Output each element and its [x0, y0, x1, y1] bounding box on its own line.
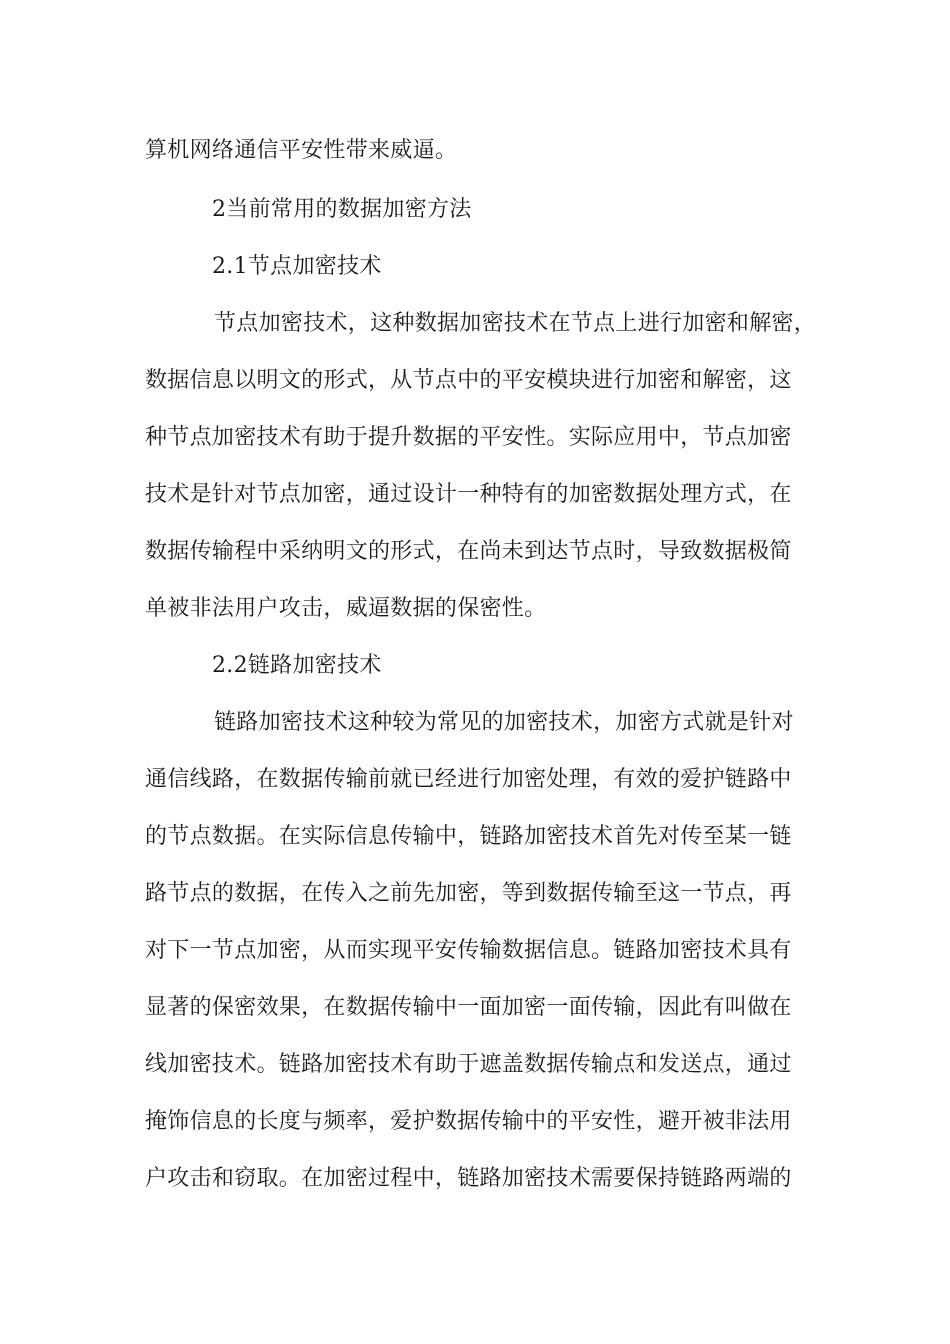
paragraph-line: 链路加密技术这种较为常见的加密技术，加密方式就是针对 — [214, 710, 794, 735]
section-heading-2: 2当前常用的数据加密方法 — [212, 197, 472, 222]
paragraph-line: 数据信息以明文的形式，从节点中的平安模块进行加密和解密，这 — [145, 368, 792, 393]
paragraph-line: 数据传输程中采纳明文的形式，在尚未到达节点时，导致数据极简 — [145, 539, 792, 564]
paragraph-line: 通信线路，在数据传输前就已经进行加密处理，有效的爱护链路中 — [145, 767, 792, 792]
paragraph-line: 户攻击和窃取。在加密过程中，链路加密技术需要保持链路两端的 — [145, 1166, 792, 1191]
paragraph-line: 显著的保密效果，在数据传输中一面加密一面传输，因此有叫做在 — [145, 995, 792, 1020]
paragraph-line: 线加密技术。链路加密技术有助于遮盖数据传输点和发送点，通过 — [145, 1052, 792, 1077]
paragraph-continuation-line: 算机网络通信平安性带来威逼。 — [145, 138, 458, 163]
paragraph-line: 技术是针对节点加密，通过设计一种特有的加密数据处理方式，在 — [145, 482, 792, 507]
paragraph-line: 的节点数据。在实际信息传输中，链路加密技术首先对传至某一链 — [145, 824, 792, 849]
paragraph-line: 种节点加密技术有助于提升数据的平安性。实际应用中，节点加密 — [145, 425, 792, 450]
paragraph-line: 节点加密技术，这种数据加密技术在节点上进行加密和解密， — [214, 311, 817, 336]
paragraph-line: 单被非法用户攻击，威逼数据的保密性。 — [145, 596, 547, 621]
paragraph-line: 路节点的数据，在传入之前先加密，等到数据传输至这一节点，再 — [145, 881, 792, 906]
paragraph-line: 对下一节点加密，从而实现平安传输数据信息。链路加密技术具有 — [145, 938, 792, 963]
subsection-heading-2-2: 2.2链路加密技术 — [212, 653, 382, 678]
paragraph-line: 掩饰信息的长度与频率，爱护数据传输中的平安性，避开被非法用 — [145, 1109, 792, 1134]
subsection-heading-2-1: 2.1节点加密技术 — [212, 254, 382, 279]
